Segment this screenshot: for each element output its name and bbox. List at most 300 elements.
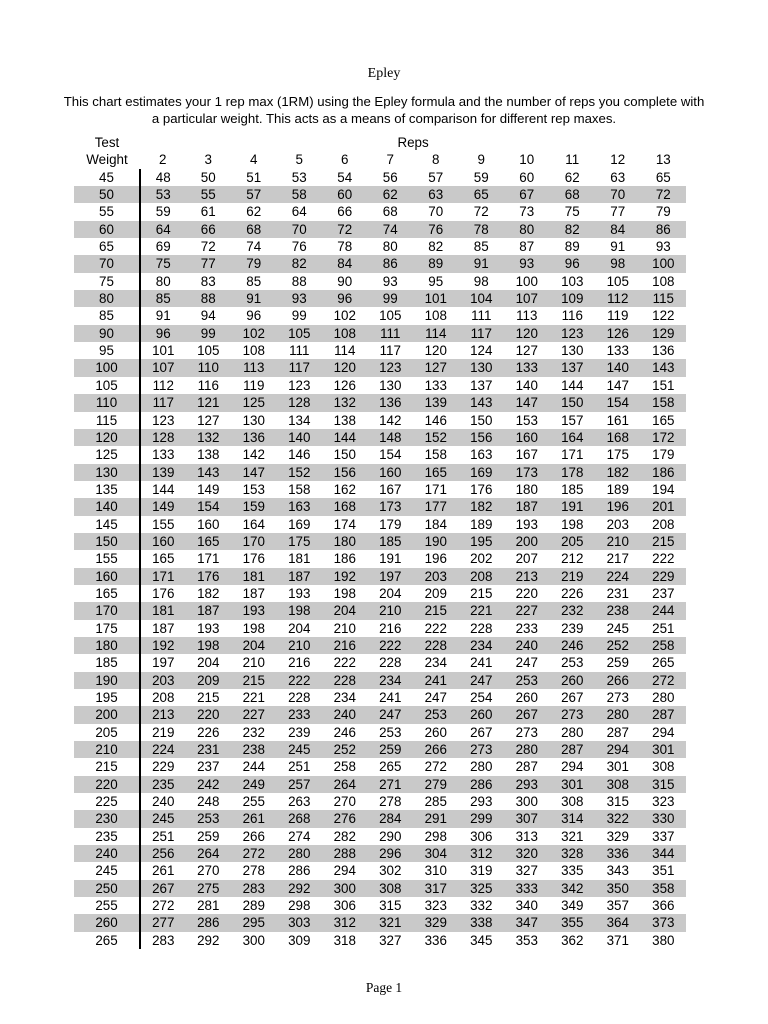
cell-1rm: 146 bbox=[288, 447, 311, 463]
cell-1rm: 333 bbox=[504, 880, 550, 897]
cell-1rm: 193 bbox=[197, 620, 220, 636]
cell-1rm: 195 bbox=[459, 533, 505, 550]
cell-1rm: 112 bbox=[595, 290, 641, 307]
cell-1rm: 242 bbox=[186, 776, 232, 793]
cell-1rm: 272 bbox=[641, 672, 687, 689]
cell-1rm: 280 bbox=[561, 724, 584, 740]
table-row bbox=[74, 585, 686, 602]
cell-1rm: 56 bbox=[382, 169, 398, 185]
cell-1rm: 234 bbox=[424, 655, 447, 671]
cell-1rm: 273 bbox=[515, 724, 538, 740]
cell-1rm: 154 bbox=[186, 498, 232, 515]
cell-1rm: 133 bbox=[606, 343, 629, 359]
cell-1rm: 186 bbox=[333, 551, 356, 567]
cell-1rm: 300 bbox=[322, 880, 368, 897]
cell-1rm: 255 bbox=[242, 794, 265, 810]
table-row bbox=[74, 880, 686, 897]
cell-1rm: 150 bbox=[333, 447, 356, 463]
cell-1rm: 241 bbox=[470, 655, 493, 671]
cell-1rm: 210 bbox=[277, 637, 323, 654]
table-row bbox=[74, 342, 686, 359]
cell-1rm: 306 bbox=[470, 828, 493, 844]
row-weight: 110 bbox=[74, 394, 140, 411]
cell-1rm: 227 bbox=[504, 602, 550, 619]
cell-1rm: 48 bbox=[155, 169, 171, 185]
cell-1rm: 239 bbox=[288, 724, 311, 740]
cell-1rm: 251 bbox=[652, 620, 675, 636]
cell-1rm: 254 bbox=[470, 690, 493, 705]
cell-1rm: 247 bbox=[424, 690, 447, 705]
cell-1rm: 90 bbox=[337, 273, 353, 289]
cell-1rm: 66 bbox=[186, 221, 232, 238]
cell-1rm: 133 bbox=[152, 447, 175, 463]
cell-1rm: 172 bbox=[641, 429, 687, 446]
cell-1rm: 101 bbox=[152, 343, 175, 359]
cell-1rm: 320 bbox=[504, 845, 550, 862]
cell-1rm: 169 bbox=[459, 464, 505, 481]
cell-1rm: 98 bbox=[473, 273, 489, 289]
cell-1rm: 240 bbox=[504, 637, 550, 654]
cell-1rm: 170 bbox=[231, 533, 277, 550]
cell-1rm: 83 bbox=[200, 273, 216, 289]
cell-1rm: 210 bbox=[333, 620, 356, 636]
table-row bbox=[74, 481, 686, 498]
cell-1rm: 142 bbox=[379, 412, 402, 428]
cell-1rm: 102 bbox=[231, 325, 277, 342]
cell-1rm: 190 bbox=[413, 533, 459, 550]
cell-1rm: 263 bbox=[288, 794, 311, 810]
cell-1rm: 85 bbox=[246, 273, 262, 289]
cell-1rm: 127 bbox=[515, 343, 538, 359]
cell-1rm: 70 bbox=[595, 186, 641, 203]
cell-1rm: 322 bbox=[595, 810, 641, 827]
cell-1rm: 231 bbox=[606, 585, 629, 601]
cell-1rm: 171 bbox=[424, 481, 447, 497]
cell-1rm: 99 bbox=[368, 290, 414, 307]
cell-1rm: 216 bbox=[322, 637, 368, 654]
row-weight: 150 bbox=[74, 533, 140, 550]
cell-1rm: 216 bbox=[379, 620, 402, 636]
cell-1rm: 181 bbox=[288, 551, 311, 567]
cell-1rm: 280 bbox=[470, 759, 493, 775]
cell-1rm: 261 bbox=[231, 810, 277, 827]
cell-1rm: 300 bbox=[242, 932, 265, 948]
table-row bbox=[74, 221, 686, 238]
cell-1rm: 337 bbox=[652, 828, 675, 844]
cell-1rm: 187 bbox=[242, 585, 265, 601]
cell-1rm: 76 bbox=[291, 239, 307, 255]
cell-1rm: 284 bbox=[368, 810, 414, 827]
cell-1rm: 155 bbox=[152, 516, 175, 532]
cell-1rm: 76 bbox=[413, 221, 459, 238]
cell-1rm: 222 bbox=[368, 637, 414, 654]
cell-1rm: 266 bbox=[242, 828, 265, 844]
cell-1rm: 127 bbox=[413, 359, 459, 376]
cell-1rm: 62 bbox=[368, 186, 414, 203]
cell-1rm: 266 bbox=[413, 741, 459, 758]
table-row bbox=[74, 706, 686, 723]
row-weight: 215 bbox=[74, 758, 140, 775]
cell-1rm: 63 bbox=[413, 186, 459, 203]
cell-1rm: 198 bbox=[186, 637, 232, 654]
cell-1rm: 144 bbox=[152, 481, 175, 497]
cell-1rm: 307 bbox=[504, 810, 550, 827]
cell-1rm: 294 bbox=[652, 724, 675, 740]
table-row bbox=[74, 845, 686, 862]
cell-1rm: 187 bbox=[152, 620, 175, 636]
cell-1rm: 299 bbox=[459, 810, 505, 827]
table-head bbox=[74, 134, 686, 169]
table-container bbox=[0, 127, 768, 949]
cell-1rm: 157 bbox=[561, 412, 584, 428]
cell-1rm: 123 bbox=[550, 325, 596, 342]
cell-1rm: 219 bbox=[152, 724, 175, 740]
cell-1rm: 330 bbox=[641, 810, 687, 827]
cell-1rm: 165 bbox=[186, 533, 232, 550]
cell-1rm: 94 bbox=[200, 308, 216, 324]
cell-1rm: 224 bbox=[595, 568, 641, 585]
row-weight: 200 bbox=[74, 706, 140, 723]
row-weight: 140 bbox=[74, 498, 140, 515]
row-weight: 120 bbox=[74, 429, 140, 446]
cell-1rm: 88 bbox=[186, 290, 232, 307]
cell-1rm: 303 bbox=[277, 914, 323, 931]
cell-1rm: 203 bbox=[606, 516, 629, 532]
row-weight: 145 bbox=[74, 516, 140, 533]
cell-1rm: 260 bbox=[459, 706, 505, 723]
cell-1rm: 147 bbox=[504, 394, 550, 411]
cell-1rm: 253 bbox=[379, 724, 402, 740]
cell-1rm: 241 bbox=[379, 690, 402, 705]
header-rep-9: 9 bbox=[477, 152, 485, 168]
cell-1rm: 144 bbox=[561, 377, 584, 393]
cell-1rm: 350 bbox=[595, 880, 641, 897]
cell-1rm: 197 bbox=[152, 655, 175, 671]
cell-1rm: 200 bbox=[504, 533, 550, 550]
cell-1rm: 63 bbox=[610, 169, 626, 185]
cell-1rm: 216 bbox=[288, 655, 311, 671]
cell-1rm: 327 bbox=[379, 932, 402, 948]
cell-1rm: 321 bbox=[368, 914, 414, 931]
header-test-label: Test bbox=[94, 135, 120, 150]
cell-1rm: 220 bbox=[515, 585, 538, 601]
cell-1rm: 105 bbox=[277, 325, 323, 342]
cell-1rm: 91 bbox=[459, 255, 505, 272]
cell-1rm: 282 bbox=[333, 828, 356, 844]
cell-1rm: 204 bbox=[379, 585, 402, 601]
cell-1rm: 117 bbox=[140, 394, 186, 411]
row-weight: 70 bbox=[74, 255, 140, 272]
table-body bbox=[74, 169, 686, 949]
cell-1rm: 293 bbox=[470, 794, 493, 810]
cell-1rm: 153 bbox=[515, 412, 538, 428]
cell-1rm: 171 bbox=[140, 568, 186, 585]
row-weight: 90 bbox=[74, 325, 140, 342]
cell-1rm: 198 bbox=[333, 585, 356, 601]
cell-1rm: 256 bbox=[140, 845, 186, 862]
cell-1rm: 60 bbox=[519, 169, 535, 185]
row-weight: 195 bbox=[74, 689, 140, 706]
cell-1rm: 252 bbox=[322, 741, 368, 758]
cell-1rm: 207 bbox=[515, 551, 538, 567]
cell-1rm: 358 bbox=[641, 880, 687, 897]
cell-1rm: 267 bbox=[504, 706, 550, 723]
cell-1rm: 174 bbox=[333, 516, 356, 532]
cell-1rm: 300 bbox=[515, 794, 538, 810]
cell-1rm: 99 bbox=[291, 308, 307, 324]
cell-1rm: 124 bbox=[470, 343, 493, 359]
cell-1rm: 191 bbox=[550, 498, 596, 515]
cell-1rm: 65 bbox=[655, 169, 671, 185]
cell-1rm: 287 bbox=[606, 724, 629, 740]
cell-1rm: 117 bbox=[277, 359, 323, 376]
header-rep-4: 4 bbox=[250, 152, 258, 168]
cell-1rm: 234 bbox=[459, 637, 505, 654]
cell-1rm: 112 bbox=[152, 377, 174, 393]
cell-1rm: 100 bbox=[641, 255, 687, 272]
cell-1rm: 229 bbox=[641, 568, 687, 585]
cell-1rm: 120 bbox=[424, 343, 447, 359]
cell-1rm: 150 bbox=[550, 394, 596, 411]
cell-1rm: 110 bbox=[186, 359, 232, 376]
cell-1rm: 196 bbox=[595, 498, 641, 515]
cell-1rm: 120 bbox=[322, 359, 368, 376]
cell-1rm: 345 bbox=[470, 932, 493, 948]
cell-1rm: 175 bbox=[606, 447, 629, 463]
cell-1rm: 287 bbox=[641, 706, 687, 723]
cell-1rm: 272 bbox=[424, 759, 447, 775]
table-row bbox=[74, 533, 686, 550]
cell-1rm: 160 bbox=[197, 516, 220, 532]
cell-1rm: 253 bbox=[561, 655, 584, 671]
cell-1rm: 161 bbox=[606, 412, 629, 428]
cell-1rm: 68 bbox=[550, 186, 596, 203]
cell-1rm: 75 bbox=[140, 255, 186, 272]
cell-1rm: 270 bbox=[197, 863, 220, 879]
table-row bbox=[74, 776, 686, 793]
cell-1rm: 86 bbox=[368, 255, 414, 272]
cell-1rm: 111 bbox=[471, 308, 492, 324]
cell-1rm: 209 bbox=[186, 672, 232, 689]
cell-1rm: 187 bbox=[277, 568, 323, 585]
cell-1rm: 294 bbox=[561, 759, 584, 775]
row-weight: 55 bbox=[74, 203, 140, 220]
cell-1rm: 228 bbox=[322, 672, 368, 689]
cell-1rm: 93 bbox=[382, 273, 398, 289]
row-weight: 245 bbox=[74, 862, 140, 879]
cell-1rm: 336 bbox=[595, 845, 641, 862]
cell-1rm: 80 bbox=[382, 239, 398, 255]
cell-1rm: 258 bbox=[641, 637, 687, 654]
cell-1rm: 156 bbox=[322, 464, 368, 481]
cell-1rm: 197 bbox=[368, 568, 414, 585]
cell-1rm: 165 bbox=[652, 412, 675, 428]
header-rep-7: 7 bbox=[386, 152, 394, 168]
cell-1rm: 149 bbox=[140, 498, 186, 515]
cell-1rm: 125 bbox=[231, 394, 277, 411]
cell-1rm: 249 bbox=[231, 776, 277, 793]
table-row bbox=[74, 620, 686, 637]
cell-1rm: 335 bbox=[561, 863, 584, 879]
cell-1rm: 228 bbox=[413, 637, 459, 654]
cell-1rm: 179 bbox=[379, 516, 402, 532]
cell-1rm: 117 bbox=[379, 343, 401, 359]
cell-1rm: 290 bbox=[379, 828, 402, 844]
cell-1rm: 314 bbox=[550, 810, 596, 827]
cell-1rm: 171 bbox=[197, 551, 220, 567]
cell-1rm: 150 bbox=[470, 412, 493, 428]
table-row bbox=[74, 498, 686, 515]
cell-1rm: 182 bbox=[595, 464, 641, 481]
cell-1rm: 276 bbox=[322, 810, 368, 827]
cell-1rm: 261 bbox=[152, 863, 175, 879]
cell-1rm: 244 bbox=[242, 759, 265, 775]
cell-1rm: 84 bbox=[322, 255, 368, 272]
cell-1rm: 308 bbox=[561, 794, 584, 810]
cell-1rm: 380 bbox=[652, 932, 675, 948]
table-row bbox=[74, 602, 686, 619]
cell-1rm: 355 bbox=[550, 914, 596, 931]
cell-1rm: 280 bbox=[595, 706, 641, 723]
row-weight: 225 bbox=[74, 793, 140, 810]
cell-1rm: 177 bbox=[413, 498, 459, 515]
table-row bbox=[74, 758, 686, 775]
table-row bbox=[74, 810, 686, 827]
cell-1rm: 309 bbox=[288, 932, 311, 948]
cell-1rm: 234 bbox=[333, 690, 356, 705]
cell-1rm: 57 bbox=[428, 169, 444, 185]
header-rep-2: 2 bbox=[159, 152, 167, 168]
cell-1rm: 296 bbox=[368, 845, 414, 862]
cell-1rm: 294 bbox=[333, 863, 356, 879]
cell-1rm: 130 bbox=[459, 359, 505, 376]
cell-1rm: 271 bbox=[368, 776, 414, 793]
row-weight: 45 bbox=[74, 169, 140, 186]
cell-1rm: 222 bbox=[277, 672, 323, 689]
cell-1rm: 308 bbox=[652, 759, 675, 775]
cell-1rm: 119 bbox=[243, 377, 265, 393]
row-weight: 185 bbox=[74, 654, 140, 671]
cell-1rm: 221 bbox=[459, 602, 505, 619]
table-row bbox=[74, 862, 686, 879]
cell-1rm: 287 bbox=[515, 759, 538, 775]
cell-1rm: 116 bbox=[197, 377, 219, 393]
cell-1rm: 285 bbox=[424, 794, 447, 810]
cell-1rm: 136 bbox=[652, 343, 675, 359]
cell-1rm: 91 bbox=[610, 239, 626, 255]
cell-1rm: 264 bbox=[322, 776, 368, 793]
cell-1rm: 70 bbox=[428, 204, 444, 220]
header-reps-group: Reps bbox=[397, 135, 429, 150]
cell-1rm: 176 bbox=[152, 585, 175, 601]
cell-1rm: 93 bbox=[655, 239, 671, 255]
cell-1rm: 74 bbox=[368, 221, 414, 238]
cell-1rm: 115 bbox=[641, 290, 687, 307]
table-row bbox=[74, 550, 686, 567]
cell-1rm: 321 bbox=[561, 828, 584, 844]
cell-1rm: 180 bbox=[322, 533, 368, 550]
cell-1rm: 194 bbox=[652, 481, 675, 497]
page-footer: Page 1 bbox=[365, 980, 403, 996]
cell-1rm: 213 bbox=[504, 568, 550, 585]
cell-1rm: 312 bbox=[322, 914, 368, 931]
cell-1rm: 213 bbox=[140, 706, 186, 723]
row-weight: 190 bbox=[74, 672, 140, 689]
cell-1rm: 136 bbox=[231, 429, 277, 446]
cell-1rm: 176 bbox=[186, 568, 232, 585]
cell-1rm: 240 bbox=[322, 706, 368, 723]
cell-1rm: 253 bbox=[504, 672, 550, 689]
cell-1rm: 340 bbox=[515, 898, 538, 914]
cell-1rm: 208 bbox=[459, 568, 505, 585]
cell-1rm: 192 bbox=[140, 637, 186, 654]
row-weight: 155 bbox=[74, 550, 140, 567]
cell-1rm: 364 bbox=[595, 914, 641, 931]
cell-1rm: 240 bbox=[152, 794, 175, 810]
cell-1rm: 293 bbox=[504, 776, 550, 793]
row-weight: 95 bbox=[74, 342, 140, 359]
cell-1rm: 220 bbox=[186, 706, 232, 723]
cell-1rm: 319 bbox=[470, 863, 493, 879]
cell-1rm: 142 bbox=[242, 447, 265, 463]
row-weight: 165 bbox=[74, 585, 140, 602]
cell-1rm: 201 bbox=[641, 498, 687, 515]
cell-1rm: 192 bbox=[322, 568, 368, 585]
cell-1rm: 233 bbox=[515, 620, 538, 636]
row-weight: 220 bbox=[74, 776, 140, 793]
cell-1rm: 203 bbox=[413, 568, 459, 585]
cell-1rm: 266 bbox=[595, 672, 641, 689]
cell-1rm: 301 bbox=[606, 759, 629, 775]
cell-1rm: 315 bbox=[379, 898, 402, 914]
cell-1rm: 193 bbox=[515, 516, 538, 532]
row-weight: 125 bbox=[74, 446, 140, 463]
cell-1rm: 137 bbox=[470, 377, 493, 393]
cell-1rm: 267 bbox=[140, 880, 186, 897]
cell-1rm: 371 bbox=[606, 932, 629, 948]
cell-1rm: 77 bbox=[610, 204, 626, 220]
cell-1rm: 93 bbox=[277, 290, 323, 307]
header-rep-6: 6 bbox=[341, 152, 349, 168]
cell-1rm: 147 bbox=[606, 377, 629, 393]
cell-1rm: 306 bbox=[333, 898, 356, 914]
cell-1rm: 181 bbox=[231, 568, 277, 585]
cell-1rm: 336 bbox=[424, 932, 447, 948]
cell-1rm: 123 bbox=[152, 412, 175, 428]
cell-1rm: 291 bbox=[413, 810, 459, 827]
cell-1rm: 140 bbox=[515, 377, 538, 393]
cell-1rm: 164 bbox=[242, 516, 265, 532]
cell-1rm: 146 bbox=[424, 412, 447, 428]
cell-1rm: 144 bbox=[322, 429, 368, 446]
cell-1rm: 133 bbox=[504, 359, 550, 376]
row-weight: 240 bbox=[74, 845, 140, 862]
cell-1rm: 191 bbox=[379, 551, 402, 567]
cell-1rm: 69 bbox=[155, 239, 171, 255]
cell-1rm: 246 bbox=[333, 724, 356, 740]
cell-1rm: 130 bbox=[561, 343, 584, 359]
row-weight: 65 bbox=[74, 238, 140, 255]
cell-1rm: 212 bbox=[561, 551, 584, 567]
cell-1rm: 143 bbox=[186, 464, 232, 481]
header-rep-5: 5 bbox=[295, 152, 303, 168]
cell-1rm: 74 bbox=[246, 239, 262, 255]
cell-1rm: 66 bbox=[337, 204, 353, 220]
cell-1rm: 139 bbox=[140, 464, 186, 481]
row-weight: 100 bbox=[74, 359, 140, 376]
cell-1rm: 114 bbox=[334, 343, 356, 359]
cell-1rm: 72 bbox=[641, 186, 687, 203]
